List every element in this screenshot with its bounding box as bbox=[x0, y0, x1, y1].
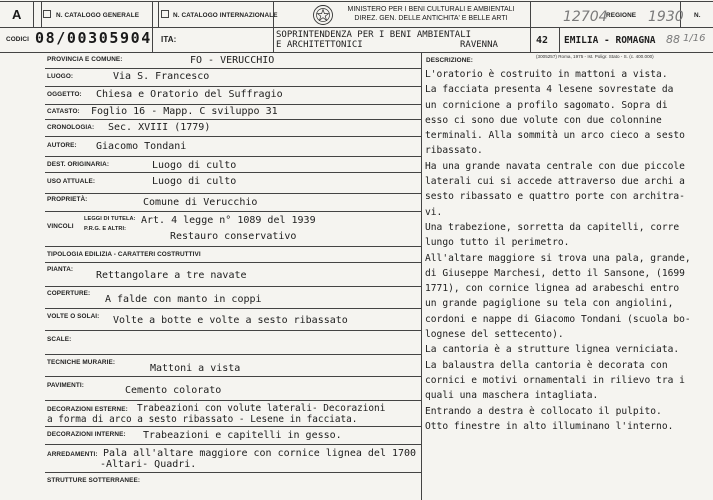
luogo-label: LUOGO: bbox=[47, 73, 74, 80]
checkbox-generale bbox=[43, 10, 51, 18]
n-label: N. bbox=[694, 12, 701, 19]
catasto-label: CATASTO: bbox=[47, 108, 80, 115]
header-divider-6 bbox=[530, 1, 531, 52]
rule-coperture bbox=[45, 286, 421, 287]
handwritten-region-code: 88 bbox=[666, 33, 680, 46]
handwritten-fraction: 1/16 bbox=[683, 33, 706, 44]
description-line: esso ci sono due volute con due colonnine bbox=[425, 114, 662, 126]
n-catalogo-internazionale-label: N. CATALOGO INTERNAZIONALE bbox=[173, 12, 278, 19]
description-line: cordoni e nappe di Giacomo Tondani (scuola bo- bbox=[425, 313, 691, 325]
header-mid-rule bbox=[0, 27, 713, 28]
dest-value: Luogo di culto bbox=[152, 160, 237, 171]
description-line: ribassato. bbox=[425, 145, 483, 157]
description-line: Una trabezione, sorretta da capitelli, corre bbox=[425, 221, 680, 233]
description-text bbox=[425, 67, 709, 434]
rule-strutture bbox=[45, 472, 421, 473]
header-divider-1 bbox=[33, 1, 34, 27]
codice-value: 08/00305904 bbox=[35, 29, 152, 47]
ministry-line-2: DIREZ. GEN. DELLE ANTICHITA' E BELLE ARTI bbox=[354, 15, 508, 22]
arredamenti-label: ARREDAMENTI: bbox=[47, 451, 98, 458]
description-line: La facciata presenta 4 lesene sovrestate da bbox=[425, 84, 674, 96]
description-line: Entrando a destra è collocato il pulpito. bbox=[425, 405, 662, 417]
dec-esterne-value-2: a forma di arco a sesto ribassato - Lesene in facciata. bbox=[47, 414, 358, 425]
coperture-label: COPERTURE: bbox=[47, 290, 91, 297]
description-line: un grande pagiglione su tela con angiolini, bbox=[425, 298, 674, 310]
dec-esterne-value-1: Trabeazioni con volute laterali- Decorazioni bbox=[137, 403, 386, 414]
provincia-value: FO - VERUCCHIO bbox=[190, 55, 275, 66]
rule-tipologia bbox=[45, 246, 421, 247]
arredamenti-value-1: Pala all'altare maggiore con cornice lignea del 1700 bbox=[103, 448, 417, 459]
description-line: terminali. Alla sommità un arco cieco a sesto bbox=[425, 130, 685, 142]
rule-pianta bbox=[45, 262, 421, 263]
volte-label: VOLTE O SOLAI: bbox=[47, 313, 100, 320]
rule-scale bbox=[45, 330, 421, 331]
pianta-label: PIANTA: bbox=[47, 266, 74, 273]
rule-catasto bbox=[45, 104, 421, 105]
handwritten-number: 12704 bbox=[563, 9, 608, 25]
description-line: quali una maschera intagliata. bbox=[425, 390, 599, 402]
header-divider-5 bbox=[273, 1, 274, 52]
description-line: All'altare maggiore si trova una pala, grande, bbox=[425, 252, 691, 264]
description-line: di Giuseppe Marchesi, detto il Sansone, (1699 bbox=[425, 267, 685, 279]
rule-vincoli bbox=[45, 211, 421, 212]
volte-value: Volte a botte e volte a sesto ribassato bbox=[113, 315, 348, 326]
republic-emblem-icon bbox=[312, 4, 334, 26]
prg-value: Restauro conservativo bbox=[170, 231, 297, 242]
description-line: Otto finestre in alto illuminano l'interno. bbox=[425, 420, 674, 432]
description-line: laterali cui si accede attraverso due archi a bbox=[425, 176, 685, 188]
provincia-label: PROVINCIA E COMUNE: bbox=[47, 56, 123, 63]
leggi-label: LEGGI DI TUTELA: bbox=[84, 216, 136, 222]
code-42: 42 bbox=[536, 35, 549, 46]
header-divider-3 bbox=[152, 1, 153, 52]
rule-arredamenti bbox=[45, 444, 421, 445]
header-bottom-rule bbox=[0, 52, 713, 53]
column-divider bbox=[421, 52, 422, 500]
dest-label: DEST. ORIGINARIA: bbox=[47, 161, 110, 168]
rule-cronologia bbox=[45, 119, 421, 120]
header-divider-2 bbox=[41, 1, 42, 27]
description-line: 1771), con cornice lignea ad arabeschi entro bbox=[425, 283, 680, 295]
description-line: Ha una grande navata centrale con due piccole bbox=[425, 160, 685, 172]
tecniche-label: TECNICHE MURARIE: bbox=[47, 359, 116, 366]
header-divider-7 bbox=[559, 27, 560, 52]
strutture-label: STRUTTURE SOTTERRANEE: bbox=[47, 477, 141, 484]
rule-luogo bbox=[45, 68, 421, 69]
scale-label: SCALE: bbox=[47, 336, 72, 343]
coperture-value: A falde con manto in coppi bbox=[105, 294, 262, 305]
codici-label: CODICI bbox=[6, 36, 29, 43]
catasto-value: Foglio 16 - Mapp. C sviluppo 31 bbox=[91, 106, 278, 117]
autore-value: Giacomo Tondani bbox=[96, 141, 187, 152]
rule-tecniche bbox=[45, 354, 421, 355]
arredamenti-value-2: -Altari- Quadri. bbox=[100, 459, 197, 470]
description-line: lungo tutto il perimetro. bbox=[425, 237, 570, 249]
soprintendenza-city: RAVENNA bbox=[460, 40, 498, 50]
rule-volte bbox=[45, 308, 421, 309]
section-letter: A bbox=[12, 7, 22, 22]
soprintendenza-line-2: E ARCHITETTONICI bbox=[276, 40, 363, 50]
rule-dec-esterne bbox=[45, 400, 421, 401]
regione-value: EMILIA - ROMAGNA bbox=[564, 35, 656, 46]
printer-note: (3005257) Roma, 1975 - Ist. Poligr. Stato - S. (c. 400.000) bbox=[536, 54, 654, 59]
oggetto-label: OGGETTO: bbox=[47, 91, 82, 98]
description-line: L'oratorio è costruito in mattoni a vista. bbox=[425, 69, 668, 80]
soprintendenza-line-1: SOPRINTENDENZA PER I BENI AMBIENTALI bbox=[276, 30, 472, 40]
rule-uso bbox=[45, 172, 421, 173]
n-catalogo-generale-label: N. CATALOGO GENERALE bbox=[56, 12, 140, 19]
regione-label: REGIONE bbox=[606, 12, 637, 19]
tecniche-value: Mattoni a vista bbox=[150, 363, 241, 374]
rule-pavimenti bbox=[45, 376, 421, 377]
ministry-line-1: MINISTERO PER I BENI CULTURALI E AMBIENTALI bbox=[347, 6, 515, 13]
pavimenti-label: PAVIMENTI: bbox=[47, 382, 84, 389]
pianta-value: Rettangolare a tre navate bbox=[96, 270, 247, 281]
rule-autore bbox=[45, 136, 421, 137]
description-line: vi. bbox=[425, 206, 443, 218]
pavimenti-value: Cemento colorato bbox=[125, 385, 222, 396]
oggetto-value: Chiesa e Oratorio del Suffragio bbox=[96, 89, 283, 100]
tipologia-label: TIPOLOGIA EDILIZIA - CARATTERI COSTRUTTIVI bbox=[47, 251, 201, 258]
description-line: La balaustra della cantoria è decorata con bbox=[425, 359, 668, 371]
dec-esterne-label: DECORAZIONI ESTERNE: bbox=[47, 406, 128, 413]
proprieta-label: PROPRIETÀ: bbox=[47, 196, 88, 203]
uso-value: Luogo di culto bbox=[152, 176, 237, 187]
description-line: sesto ribassato e quattro porte con architra- bbox=[425, 191, 685, 203]
rule-oggetto bbox=[45, 86, 421, 87]
uso-label: USO ATTUALE: bbox=[47, 178, 96, 185]
rule-proprieta bbox=[45, 193, 421, 194]
ita-label: ITA: bbox=[161, 35, 177, 44]
cronologia-value: Sec. XVIII (1779) bbox=[108, 122, 211, 133]
description-line: La cantoria è a strutture lignea verniciata. bbox=[425, 344, 680, 356]
proprieta-value: Comune di Verucchio bbox=[143, 197, 258, 208]
handwritten-year: 1930 bbox=[648, 9, 684, 25]
prg-label: P.R.G. E ALTRI: bbox=[84, 226, 127, 232]
description-line: un cornicione a profilo sagomato. Sopra di bbox=[425, 99, 668, 111]
checkbox-internazionale bbox=[161, 10, 169, 18]
dec-interne-value: Trabeazioni e capitelli in gesso. bbox=[143, 430, 342, 441]
autore-label: AUTORE: bbox=[47, 142, 77, 149]
rule-dest bbox=[45, 156, 421, 157]
dec-interne-label: DECORAZIONI INTERNE: bbox=[47, 431, 126, 438]
header-divider-4 bbox=[158, 1, 159, 27]
description-line: lognese del settecento). bbox=[425, 329, 564, 341]
header-top-rule bbox=[0, 1, 713, 2]
cronologia-label: CRONOLOGIA: bbox=[47, 124, 95, 131]
description-line: cornici e motivi ornamentali in rilievo tra i bbox=[425, 374, 685, 386]
rule-dec-interne bbox=[45, 426, 421, 427]
leggi-value: Art. 4 legge n° 1089 del 1939 bbox=[141, 215, 316, 226]
descrizione-label: DESCRIZIONE: bbox=[426, 57, 474, 64]
vincoli-label: VINCOLI bbox=[47, 223, 74, 230]
luogo-value: Via S. Francesco bbox=[113, 71, 210, 82]
